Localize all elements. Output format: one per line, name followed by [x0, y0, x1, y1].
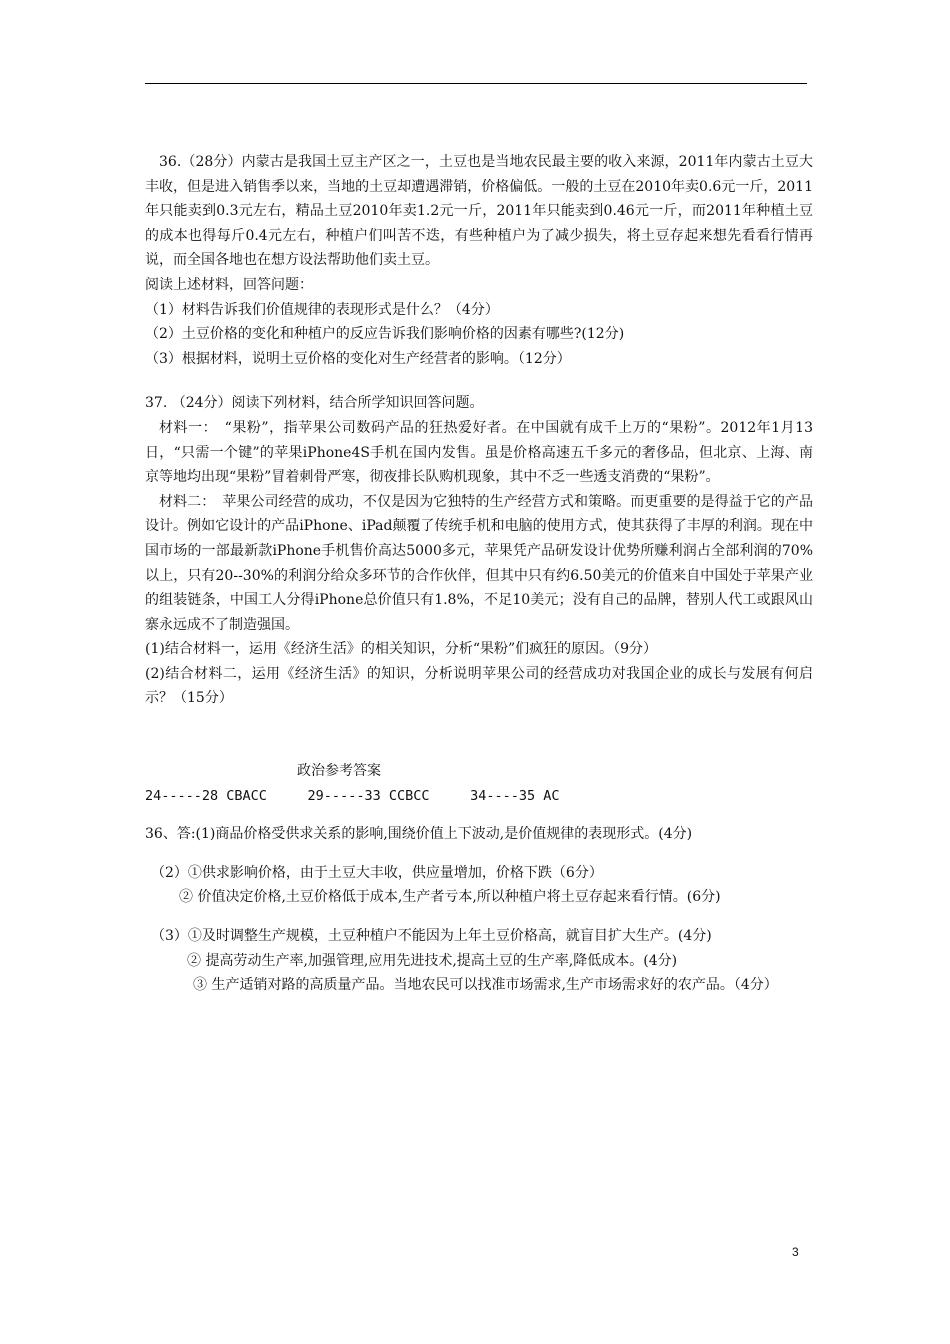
answer-36-2a: （2）①供求影响价格，由于土豆大丰收，供应量增加，价格下跌（6分）	[151, 864, 603, 881]
page-number: 3	[792, 1245, 799, 1259]
answer-keys: 24-----28 CBACC 29-----33 CCBCC 34----35 AC	[145, 787, 560, 804]
q37-heading: 37. （24分）阅读下列材料，结合所学知识回答问题。	[145, 395, 484, 412]
header-rule	[145, 83, 807, 84]
answer-36-3a: （3）①及时调整生产规模，土豆种植户不能因为上年土豆价格高，就盲目扩大生产。(4分)	[151, 928, 712, 945]
q37-material-1: 材料一： “果粉”，指苹果公司数码产品的狂热爱好者。在中国就有成千上万的“果粉”。2012年1月13日，“只需一个键”的苹果iPhone4S手机在国内发售。虽是价格高速五千多元的奢侈品，但北京、上海、南京等地均出现“果粉”冒着刺骨严寒，彻夜排长队购机现象，其中不乏一些透支消费的“果粉”。	[145, 419, 813, 486]
q37-subquestion-2: (2)结合材料二，运用《经济生活》的知识，分析说明苹果公司的经营成功对我国企业的成长与发展有何启示？（15分）	[145, 665, 813, 707]
q36-subquestion-1: （1）材料告诉我们价值规律的表现形式是什么？（4分）	[145, 301, 499, 318]
q36-prompt: 阅读上述材料，回答问题：	[145, 276, 313, 293]
q37-subquestion-1: (1)结合材料一，运用《经济生活》的相关知识，分析“果粉”们疯狂的原因。（9分）	[145, 641, 658, 658]
q36-subquestion-3: （3）根据材料，说明土豆价格的变化对生产经营者的影响。（12分）	[145, 350, 571, 367]
q36-material: 36.（28分）内蒙古是我国土豆主产区之一，土豆也是当地农民最主要的收入来源，2011年内蒙古土豆大丰收，但是进入销售季以来，当地的土豆却遭遇滞销，价格偏低。一般的土豆在2010年卖0.6元一斤，2011年只能卖到0.3元左右，精品土豆2010年卖1.2元一斤，2011年只能卖到0.46元一斤，而2011年种植土豆的成本也得每斤0.4元左右，种植户们叫苦不迭，有些种植户为了减少损失，将土豆存起来想先看看行情再说，而全国各地也在想方设法帮助他们卖土豆。	[145, 154, 813, 269]
answer-title: 政治参考答案	[297, 763, 381, 780]
q37-material-2: 材料二： 苹果公司经营的成功，不仅是因为它独特的生产经营方式和策略。而更重要的是得益于它的产品设计。例如它设计的产品iPhone、iPad颠覆了传统手机和电脑的使用方式，使其获得了丰厚的利润。现在中国市场的一部最新款iPhone手机售价高达5000多元，苹果凭产品研发设计优势所赚利润占全部利润的70%以上，只有20--30%的利润分给众多环节的合作伙伴，但其中只有约6.50美元的价值来自中国处于苹果产业的组装链条，中国工人分得iPhone总价值只有1.8%，不足10美元；没有自己的品牌，替别人代工或跟风山寨永远成不了制造强国。	[145, 493, 813, 633]
page-body	[145, 150, 813, 998]
answer-36-3c: ③ 生产适销对路的高质量产品。当地农民可以找准市场需求,生产市场需求好的农产品。（4分）	[193, 977, 778, 994]
q36-subquestion-2: （2）土豆价格的变化和种植户的反应告诉我们影响价格的因素有哪些?(12分)	[145, 326, 625, 343]
answer-36-1: 36、答:(1)商品价格受供求关系的影响,围绕价值上下波动,是价值规律的表现形式。(4分)	[145, 826, 693, 843]
answer-36-2b: ② 价值决定价格,土豆价格低于成本,生产者亏本,所以种植户将土豆存起来看行情。(6分)	[179, 889, 721, 906]
answer-36-3b: ② 提高劳动生产率,加强管理,应用先进技术,提高土豆的生产率,降低成本。(4分)	[187, 952, 678, 969]
